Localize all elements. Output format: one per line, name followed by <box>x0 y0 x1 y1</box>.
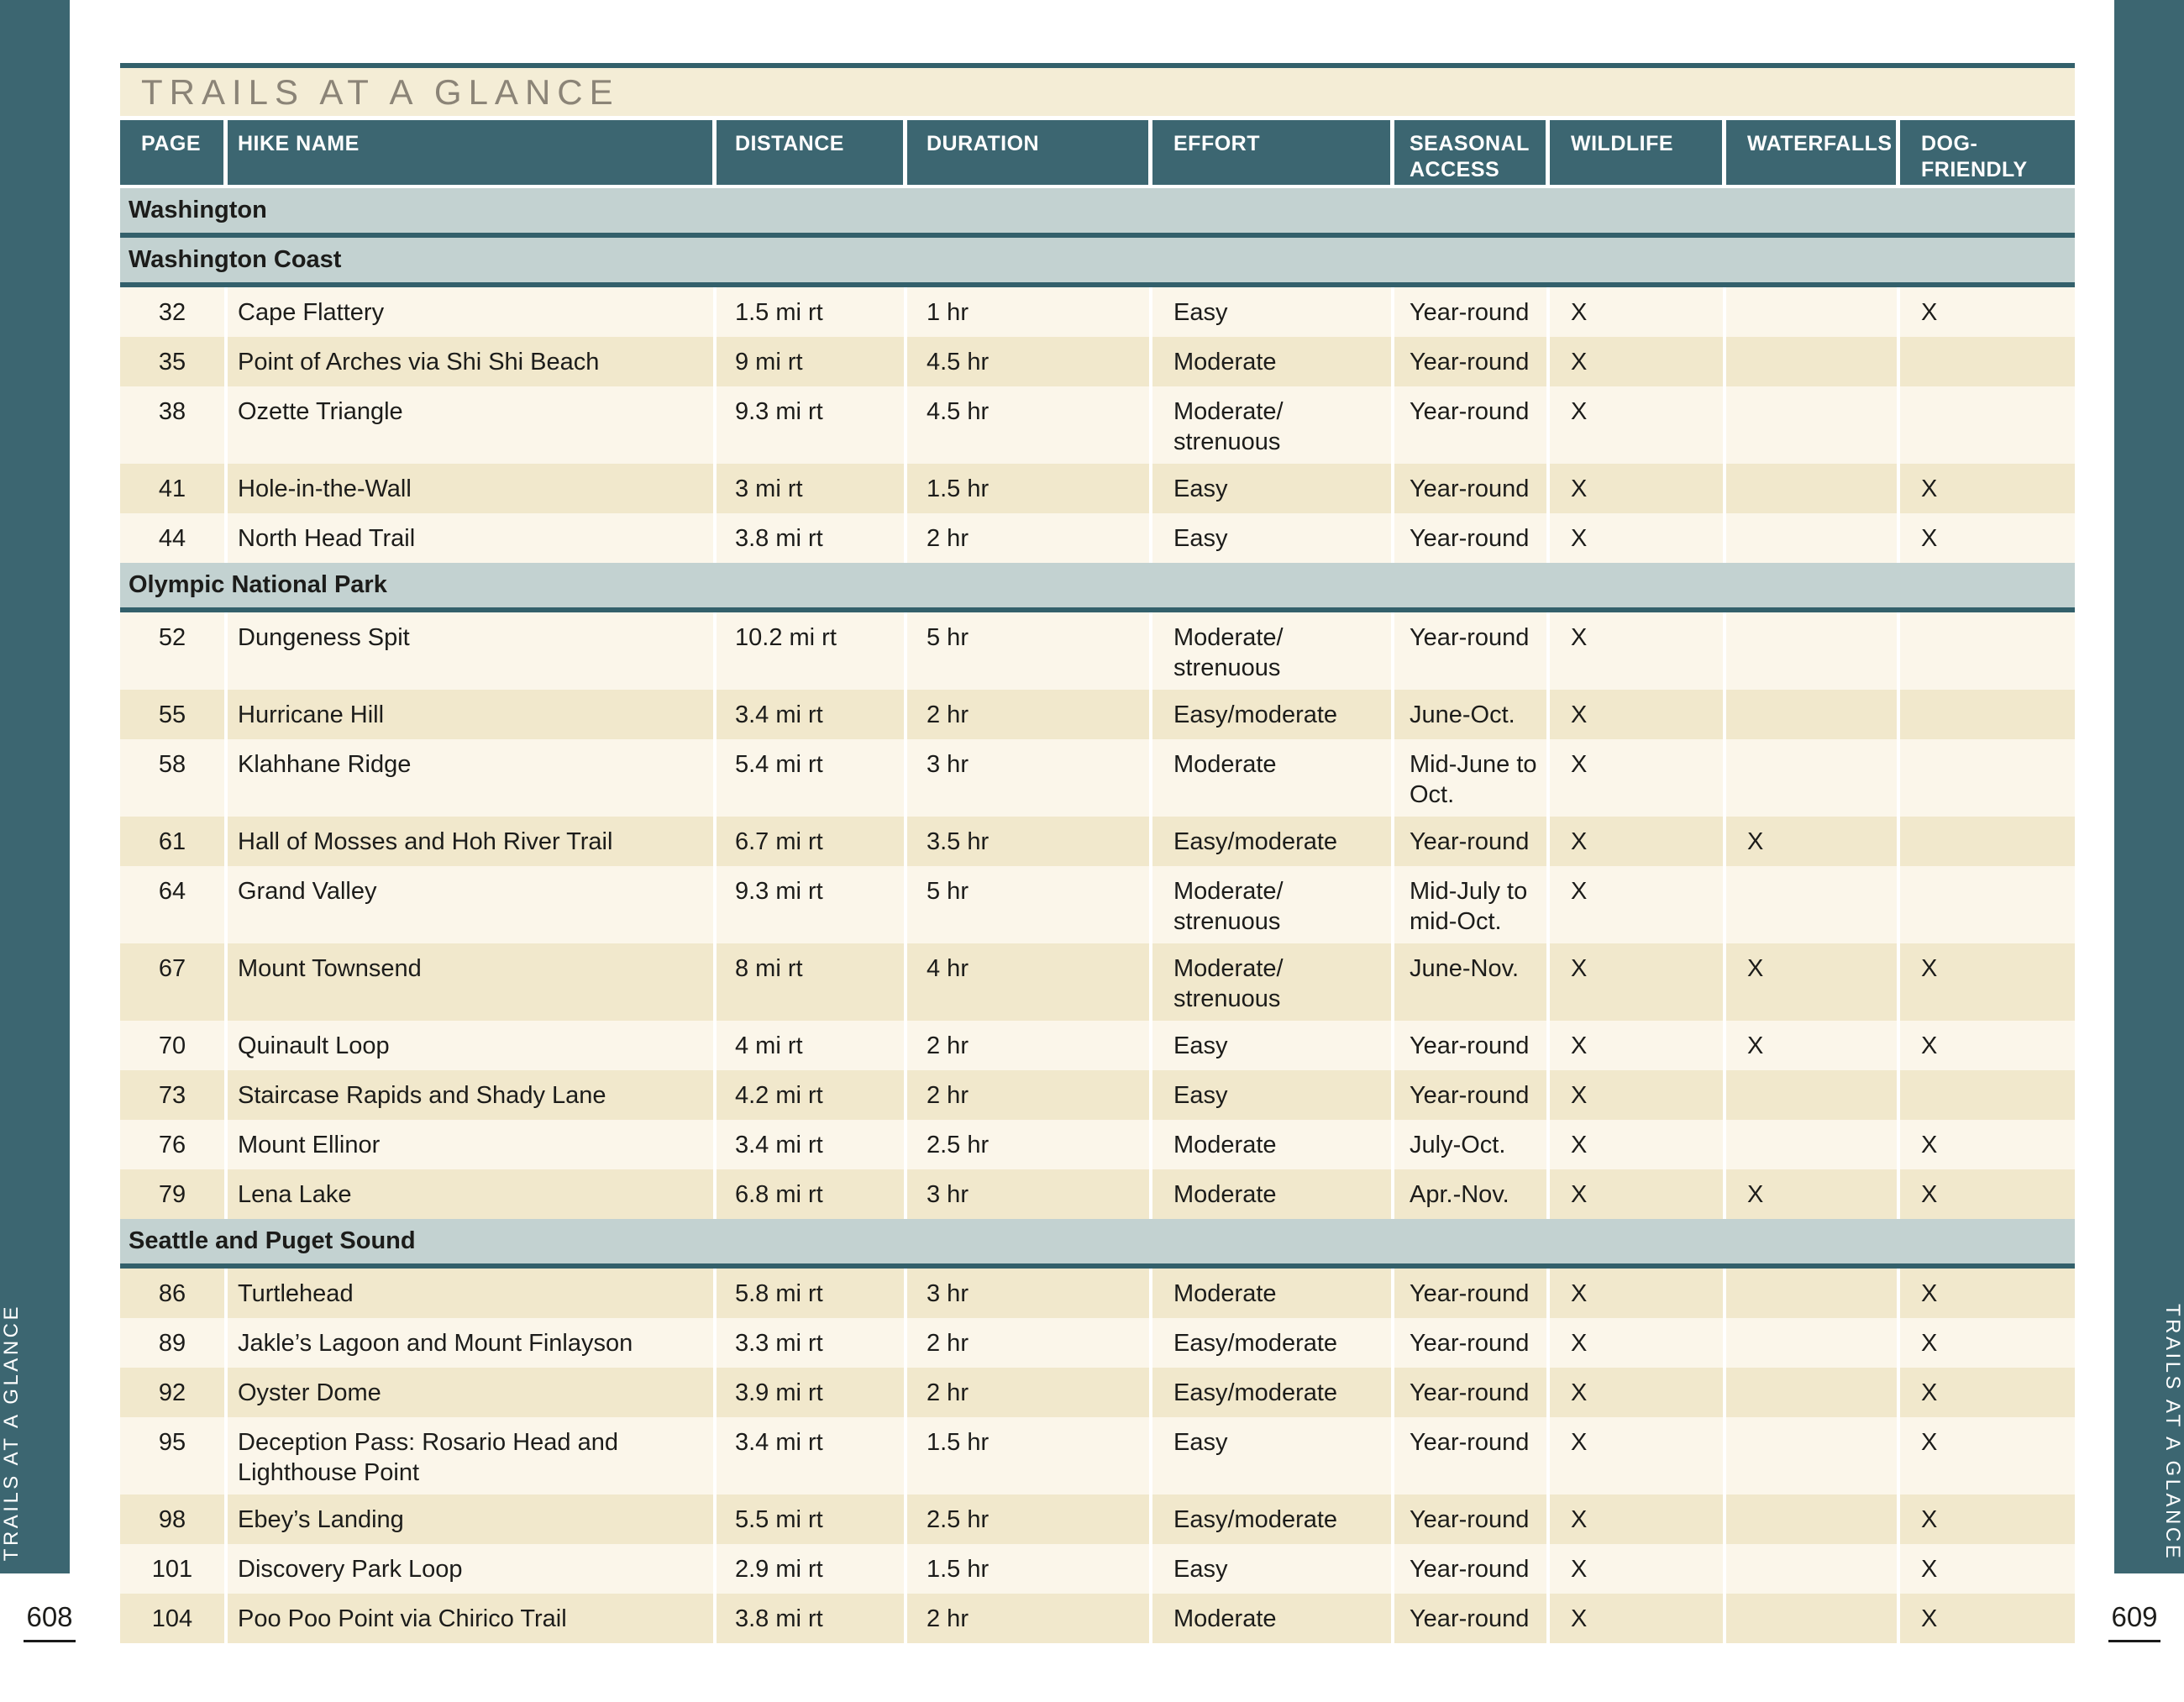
cell-effort: Moderate/​strenuous <box>1152 943 1394 1021</box>
cell-distance: 6.7 mi rt <box>717 817 907 866</box>
cell-seasonal-access: Year-round <box>1394 1070 1550 1120</box>
cell-waterfalls-mark <box>1726 866 1900 943</box>
cell-hike-name: Lena Lake <box>228 1169 717 1219</box>
table-row <box>120 817 2075 866</box>
cell-distance: 9.3 mi rt <box>717 386 907 464</box>
cell-page-number: 41 <box>120 464 228 513</box>
cell-wildlife-mark: X <box>1550 1269 1726 1318</box>
cell-dog-friendly-mark: X <box>1921 955 1938 982</box>
cell-distance: 9 mi rt <box>717 337 907 386</box>
table-row <box>120 386 2075 464</box>
cell-duration: 3.5 hr <box>907 817 1152 866</box>
cell-dog-friendly-mark <box>1900 337 2075 386</box>
table-row <box>120 287 2075 337</box>
cell-wildlife-mark: X <box>1550 1318 1726 1368</box>
cell-page-number: 64 <box>120 866 228 943</box>
cell-page-number: 70 <box>120 1021 228 1070</box>
cell-wildlife-mark: X <box>1550 866 1726 943</box>
cell-waterfalls-mark <box>1726 287 1900 337</box>
cell-duration: 4.5 hr <box>907 386 1152 464</box>
cell-wildlife-mark: X <box>1550 1417 1726 1495</box>
cell-effort: Easy/​moderate <box>1152 817 1394 866</box>
cell-wildlife-mark: X <box>1550 1120 1726 1169</box>
cell-hike-name: Mount Ellinor <box>228 1120 717 1169</box>
left-edge-tab-label: TRAILS AT A GLANCE <box>0 1303 23 1561</box>
cell-seasonal-access: Mid-June to Oct. <box>1394 739 1550 817</box>
cell-wildlife-mark: X <box>1550 1495 1726 1544</box>
cell-duration: 2 hr <box>907 1318 1152 1368</box>
cell-wildlife-mark: X <box>1550 739 1726 817</box>
cell-distance: 8 mi rt <box>717 943 907 1021</box>
cell-seasonal-access: Year-round <box>1394 337 1550 386</box>
cell-page-number: 95 <box>120 1417 228 1495</box>
cell-duration: 4 hr <box>907 943 1152 1021</box>
cell-hike-name: Klahhane Ridge <box>228 739 717 817</box>
cell-dog-friendly-mark <box>1900 866 2075 943</box>
table-header-row <box>120 120 2075 185</box>
cell-waterfalls-mark <box>1726 1120 1900 1169</box>
cell-wildlife-mark: X <box>1550 612 1726 690</box>
table-row <box>120 1070 2075 1120</box>
cell-dog-friendly-mark: X <box>1921 525 1938 552</box>
cell-seasonal-access: Year-round <box>1394 1368 1550 1417</box>
column-header-wildlife: WILDLIFE <box>1550 120 1726 185</box>
cell-seasonal-access: Year-round <box>1394 1318 1550 1368</box>
cell-hike-name: Hall of Mosses and Hoh River Trail <box>228 817 717 866</box>
table-row <box>120 513 2075 563</box>
cell-duration: 5 hr <box>907 612 1152 690</box>
cell-duration: 3 hr <box>907 739 1152 817</box>
cell-waterfalls-mark <box>1726 1495 1900 1544</box>
cell-effort: Moderate <box>1152 1269 1394 1318</box>
cell-effort: Easy <box>1152 464 1394 513</box>
cell-waterfalls-mark <box>1726 1417 1900 1495</box>
table-row <box>120 1318 2075 1368</box>
cell-duration: 2.5 hr <box>907 1120 1152 1169</box>
cell-wildlife-mark: X <box>1550 464 1726 513</box>
cell-duration: 3 hr <box>907 1169 1152 1219</box>
cell-effort: Moderate <box>1152 739 1394 817</box>
cell-distance: 2.9 mi rt <box>717 1544 907 1594</box>
cell-distance: 3 mi rt <box>717 464 907 513</box>
trails-table <box>120 63 2075 1643</box>
table-row <box>120 690 2075 739</box>
cell-page-number: 55 <box>120 690 228 739</box>
cell-dog-friendly-mark <box>1900 690 2075 739</box>
table-row <box>120 464 2075 513</box>
cell-distance: 10.2 mi rt <box>717 612 907 690</box>
cell-page-number: 61 <box>120 817 228 866</box>
cell-waterfalls-mark <box>1726 337 1900 386</box>
table-row <box>120 943 2075 1021</box>
table-row <box>120 866 2075 943</box>
cell-seasonal-access: Year-round <box>1394 1544 1550 1594</box>
cell-page-number: 89 <box>120 1318 228 1368</box>
section-header: Seattle and Puget Sound <box>120 1219 2075 1263</box>
cell-effort: Easy <box>1152 1544 1394 1594</box>
page-title: TRAILS AT A GLANCE <box>141 71 620 112</box>
cell-effort: Easy/​moderate <box>1152 690 1394 739</box>
right-edge-tab-label: TRAILS AT A GLANCE <box>2161 1303 2184 1561</box>
column-header-waterfalls: WATERFALLS <box>1726 120 1900 185</box>
cell-wildlife-mark: X <box>1550 1070 1726 1120</box>
cell-distance: 3.4 mi rt <box>717 690 907 739</box>
cell-duration: 4.5 hr <box>907 337 1152 386</box>
cell-effort: Moderate <box>1152 337 1394 386</box>
column-header-dog-friendly: DOG-FRIENDLY <box>1921 132 2028 181</box>
cell-waterfalls-mark <box>1726 1318 1900 1368</box>
cell-page-number: 101 <box>120 1544 228 1594</box>
cell-page-number: 104 <box>120 1594 228 1643</box>
cell-waterfalls-mark <box>1726 1269 1900 1318</box>
cell-waterfalls-mark <box>1726 612 1900 690</box>
cell-distance: 9.3 mi rt <box>717 866 907 943</box>
cell-dog-friendly-mark: X <box>1921 299 1938 326</box>
cell-page-number: 32 <box>120 287 228 337</box>
cell-seasonal-access: Year-round <box>1394 513 1550 563</box>
cell-hike-name: Point of Arches via Shi Shi Beach <box>228 337 717 386</box>
cell-effort: Easy/​moderate <box>1152 1368 1394 1417</box>
cell-waterfalls-mark <box>1726 1544 1900 1594</box>
cell-seasonal-access: Year-round <box>1394 386 1550 464</box>
cell-waterfalls-mark <box>1726 464 1900 513</box>
cell-hike-name: Oyster Dome <box>228 1368 717 1417</box>
cell-distance: 3.8 mi rt <box>717 513 907 563</box>
cell-distance: 5.8 mi rt <box>717 1269 907 1318</box>
table-row <box>120 1594 2075 1643</box>
cell-waterfalls-mark: X <box>1726 1169 1900 1219</box>
cell-effort: Easy <box>1152 1417 1394 1495</box>
cell-dog-friendly-mark: X <box>1921 1280 1938 1307</box>
cell-distance: 5.5 mi rt <box>717 1495 907 1544</box>
cell-wildlife-mark: X <box>1550 1021 1726 1070</box>
cell-page-number: 73 <box>120 1070 228 1120</box>
state-header: Washington <box>120 188 2075 233</box>
cell-hike-name: Quinault Loop <box>228 1021 717 1070</box>
cell-distance: 3.4 mi rt <box>717 1417 907 1495</box>
cell-distance: 3.8 mi rt <box>717 1594 907 1643</box>
cell-duration: 2 hr <box>907 1021 1152 1070</box>
cell-hike-name: Turtlehead <box>228 1269 717 1318</box>
table-row <box>120 1120 2075 1169</box>
cell-dog-friendly-mark: X <box>1921 1032 1938 1059</box>
cell-duration: 1.5 hr <box>907 1417 1152 1495</box>
cell-hike-name: Jakle’s Lagoon and Mount Finlayson <box>228 1318 717 1368</box>
cell-seasonal-access: June-Oct. <box>1394 690 1550 739</box>
cell-effort: Moderate <box>1152 1120 1394 1169</box>
cell-effort: Moderate <box>1152 1169 1394 1219</box>
cell-duration: 2 hr <box>907 513 1152 563</box>
cell-duration: 2 hr <box>907 1368 1152 1417</box>
cell-page-number: 79 <box>120 1169 228 1219</box>
cell-effort: Easy <box>1152 287 1394 337</box>
cell-effort: Easy/​moderate <box>1152 1495 1394 1544</box>
cell-wildlife-mark: X <box>1550 513 1726 563</box>
cell-page-number: 58 <box>120 739 228 817</box>
cell-effort: Easy <box>1152 513 1394 563</box>
table-row <box>120 739 2075 817</box>
section-header: Washington Coast <box>120 238 2075 282</box>
page-number-left: 608 <box>24 1601 76 1642</box>
cell-hike-name: Dungeness Spit <box>228 612 717 690</box>
cell-distance: 1.5 mi rt <box>717 287 907 337</box>
cell-dog-friendly-mark: X <box>1921 1506 1938 1533</box>
cell-seasonal-access: July-Oct. <box>1394 1120 1550 1169</box>
section-header: Olympic National Park <box>120 563 2075 607</box>
cell-duration: 2 hr <box>907 1070 1152 1120</box>
cell-seasonal-access: Year-round <box>1394 1417 1550 1495</box>
cell-duration: 3 hr <box>907 1269 1152 1318</box>
title-band <box>120 68 2075 116</box>
cell-distance: 4 mi rt <box>717 1021 907 1070</box>
cell-dog-friendly-mark <box>1900 612 2075 690</box>
table-row <box>120 1169 2075 1219</box>
cell-distance: 3.4 mi rt <box>717 1120 907 1169</box>
cell-hike-name: Mount Townsend <box>228 943 717 1021</box>
cell-hike-name: Deception Pass: Rosario Head and Lighthouse Point <box>228 1417 717 1495</box>
cell-duration: 2 hr <box>907 690 1152 739</box>
cell-wildlife-mark: X <box>1550 817 1726 866</box>
cell-distance: 3.3 mi rt <box>717 1318 907 1368</box>
cell-distance: 6.8 mi rt <box>717 1169 907 1219</box>
cell-seasonal-access: Year-round <box>1394 464 1550 513</box>
cell-effort: Easy/​moderate <box>1152 1318 1394 1368</box>
cell-hike-name: Poo Poo Point via Chirico Trail <box>228 1594 717 1643</box>
cell-page-number: 92 <box>120 1368 228 1417</box>
cell-page-number: 35 <box>120 337 228 386</box>
cell-wildlife-mark: X <box>1550 386 1726 464</box>
cell-distance: 3.9 mi rt <box>717 1368 907 1417</box>
cell-seasonal-access: Apr.-Nov. <box>1394 1169 1550 1219</box>
cell-dog-friendly-mark <box>1900 386 2075 464</box>
cell-waterfalls-mark <box>1726 1594 1900 1643</box>
cell-dog-friendly-mark <box>1900 739 2075 817</box>
cell-page-number: 86 <box>120 1269 228 1318</box>
cell-distance: 5.4 mi rt <box>717 739 907 817</box>
column-header-seasonal-access: SEASONAL ACCESS <box>1394 120 1550 185</box>
column-header-duration: DURATION <box>907 120 1152 185</box>
cell-waterfalls-mark <box>1726 386 1900 464</box>
cell-waterfalls-mark <box>1726 739 1900 817</box>
cell-hike-name: Grand Valley <box>228 866 717 943</box>
cell-dog-friendly-mark <box>1900 817 2075 866</box>
page-number-right: 609 <box>2108 1601 2160 1642</box>
cell-hike-name: Hurricane Hill <box>228 690 717 739</box>
cell-seasonal-access: June-Nov. <box>1394 943 1550 1021</box>
cell-wildlife-mark: X <box>1550 1544 1726 1594</box>
cell-seasonal-access: Year-round <box>1394 287 1550 337</box>
cell-duration: 1.5 hr <box>907 1544 1152 1594</box>
cell-waterfalls-mark <box>1726 1368 1900 1417</box>
cell-seasonal-access: Year-round <box>1394 1021 1550 1070</box>
cell-seasonal-access: Year-round <box>1394 1495 1550 1544</box>
cell-hike-name: Discovery Park Loop <box>228 1544 717 1594</box>
cell-page-number: 76 <box>120 1120 228 1169</box>
cell-wildlife-mark: X <box>1550 690 1726 739</box>
column-header-effort: EFFORT <box>1152 120 1394 185</box>
table-row <box>120 1417 2075 1495</box>
cell-duration: 2 hr <box>907 1594 1152 1643</box>
cell-duration: 2.5 hr <box>907 1495 1152 1544</box>
cell-wildlife-mark: X <box>1550 337 1726 386</box>
table-row <box>120 1269 2075 1318</box>
cell-duration: 5 hr <box>907 866 1152 943</box>
cell-waterfalls-mark: X <box>1726 817 1900 866</box>
table-row <box>120 1021 2075 1070</box>
cell-effort: Easy <box>1152 1070 1394 1120</box>
cell-dog-friendly-mark: X <box>1921 1556 1938 1583</box>
cell-hike-name: North Head Trail <box>228 513 717 563</box>
cell-wildlife-mark: X <box>1550 1594 1726 1643</box>
cell-page-number: 38 <box>120 386 228 464</box>
cell-seasonal-access: Year-round <box>1394 1269 1550 1318</box>
cell-waterfalls-mark: X <box>1726 1021 1900 1070</box>
cell-hike-name: Ozette Triangle <box>228 386 717 464</box>
cell-seasonal-access: Year-round <box>1394 1594 1550 1643</box>
column-header-distance: DISTANCE <box>717 120 907 185</box>
cell-effort: Moderate/​strenuous <box>1152 612 1394 690</box>
cell-wildlife-mark: X <box>1550 1169 1726 1219</box>
cell-hike-name: Hole-in-the-Wall <box>228 464 717 513</box>
cell-hike-name: Cape Flattery <box>228 287 717 337</box>
cell-hike-name: Ebey’s Landing <box>228 1495 717 1544</box>
cell-seasonal-access: Mid-July to mid-Oct. <box>1394 866 1550 943</box>
cell-dog-friendly-mark: X <box>1921 1132 1938 1158</box>
cell-wildlife-mark: X <box>1550 287 1726 337</box>
cell-seasonal-access: Year-round <box>1394 817 1550 866</box>
cell-dog-friendly-mark: X <box>1921 1605 1938 1632</box>
column-header-page: PAGE <box>120 120 228 185</box>
cell-seasonal-access: Year-round <box>1394 612 1550 690</box>
cell-dog-friendly-mark: X <box>1921 1429 1938 1456</box>
cell-page-number: 67 <box>120 943 228 1021</box>
cell-wildlife-mark: X <box>1550 1368 1726 1417</box>
table-body <box>120 238 2075 1643</box>
cell-effort: Easy <box>1152 1021 1394 1070</box>
cell-dog-friendly-mark: X <box>1921 1330 1938 1357</box>
column-header-hike-name: HIKE NAME <box>228 120 717 185</box>
cell-page-number: 98 <box>120 1495 228 1544</box>
cell-dog-friendly-mark: X <box>1921 475 1938 502</box>
cell-waterfalls-mark <box>1726 513 1900 563</box>
cell-effort: Moderate/​strenuous <box>1152 386 1394 464</box>
cell-waterfalls-mark: X <box>1726 943 1900 1021</box>
table-row <box>120 1495 2075 1544</box>
cell-wildlife-mark: X <box>1550 943 1726 1021</box>
cell-distance: 4.2 mi rt <box>717 1070 907 1120</box>
table-row <box>120 1368 2075 1417</box>
cell-duration: 1 hr <box>907 287 1152 337</box>
table-row <box>120 337 2075 386</box>
cell-hike-name: Staircase Rapids and Shady Lane <box>228 1070 717 1120</box>
cell-dog-friendly-mark: X <box>1921 1379 1938 1406</box>
cell-duration: 1.5 hr <box>907 464 1152 513</box>
cell-page-number: 52 <box>120 612 228 690</box>
cell-waterfalls-mark <box>1726 1070 1900 1120</box>
cell-waterfalls-mark <box>1726 690 1900 739</box>
cell-effort: Moderate <box>1152 1594 1394 1643</box>
cell-dog-friendly-mark <box>1900 1070 2075 1120</box>
cell-page-number: 44 <box>120 513 228 563</box>
cell-dog-friendly-mark: X <box>1921 1181 1938 1208</box>
table-row <box>120 1544 2075 1594</box>
table-row <box>120 612 2075 690</box>
cell-effort: Moderate/​strenuous <box>1152 866 1394 943</box>
